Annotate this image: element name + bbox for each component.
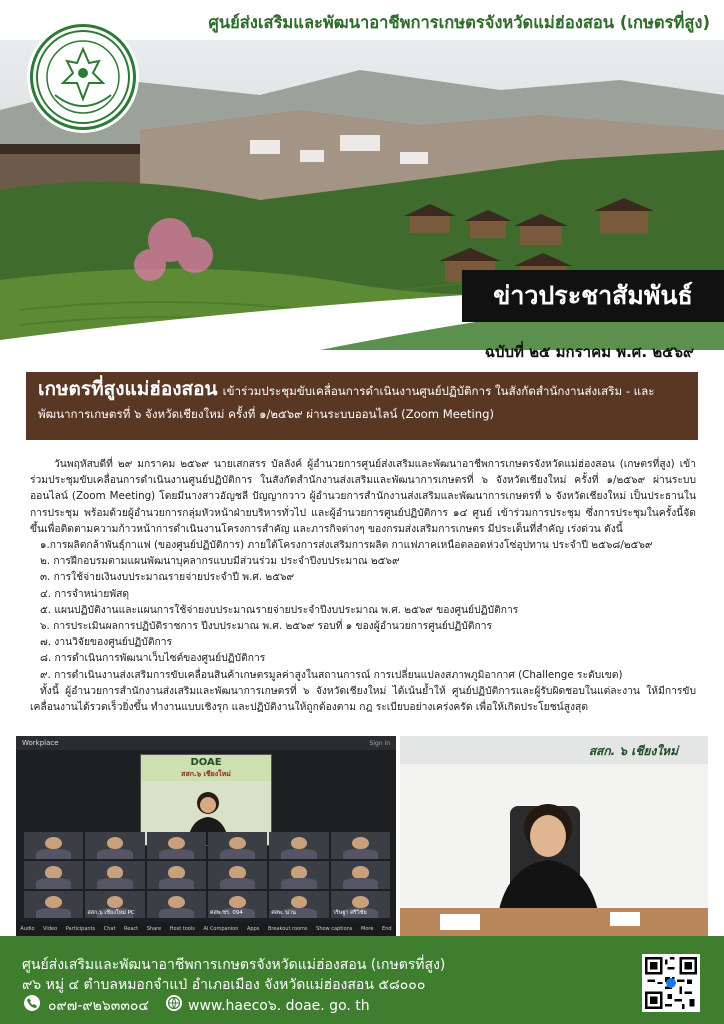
list-item: ๗. งานวิจัยของศูนย์ปฏิบัติการ <box>40 636 173 649</box>
participant-tile <box>331 861 390 888</box>
globe-icon <box>166 995 182 1011</box>
participant-tile <box>85 861 144 888</box>
zoom-breakout-button: Breakout rooms <box>267 926 308 932</box>
doae-logo <box>30 24 136 130</box>
zoom-backdrop-title: DOAE <box>190 757 222 768</box>
zoom-audio-button: Audio <box>20 926 35 932</box>
list-item: ๕. แผนปฏิบัติงานและแผนการใช้จ่ายงบประมาณรายจ่ายประจำปีงบประมาณ พ.ศ. ๒๕๖๙ ของศูนย์ปฏิบัติการ <box>40 603 519 616</box>
zoom-top-right: Sign in <box>369 739 390 747</box>
participant-tile: วริษฐา ศรีวิชัย <box>331 891 390 918</box>
article-body <box>30 456 696 715</box>
zoom-backdrop-subtitle: สสก.๖ เชียงใหม่ <box>181 770 231 778</box>
list-item: ๙. การดำเนินงานส่งเสริมการขับเคลื่อนสินค้าเกษตรมูลค่าสูงในสถานการณ์ การเปลี่ยนแปลงสภาพภูมิอากาศ (Challenge ระดับเขต) <box>40 668 623 681</box>
participant-tile <box>24 891 83 918</box>
closing-paragraph: ทั้งนี้ ผู้อำนวยการสำนักงานส่งเสริมและพัฒนาการเกษตรที่ ๖ จังหวัดเชียงใหม่ ได้เน้นย้ำให้ ศูนย์ปฏิบัติการและผู้รับผิดชอบในแต่ละงาน ให้มีการขับเคลื่อนงานได้รวดเร็วยิ่งขึ้น ทำงานแบบเชิงรุก และปฏิบัติงานให้ถูกต้องตาม กฎ ระเบียบอย่างเคร่งครัด เพื่อให้เกิดประโยชน์สูงสุด <box>30 684 696 714</box>
chair-person-figure <box>400 736 708 936</box>
headline-box <box>26 372 698 440</box>
zoom-participants-button: Participants <box>65 926 96 932</box>
headline-lead: เกษตรที่สูงแม่ฮ่องสอน <box>38 378 218 400</box>
zoom-toolbar <box>16 922 396 936</box>
participant-tile <box>208 832 267 859</box>
participant-tile <box>208 861 267 888</box>
zoom-titlebar <box>16 736 396 750</box>
zoom-app-name: Workplace <box>22 739 59 747</box>
zoom-ai-companion-button: AI Companion <box>203 926 239 932</box>
list-item: ๒. การฝึกอบรมตามแผนพัฒนาบุคลากรแบบมีส่วนร่วม ประจำปีงบประมาณ ๒๕๖๙ <box>40 555 400 568</box>
participant-tile <box>147 832 206 859</box>
participant-tile <box>269 832 328 859</box>
footer-phone: ๐๙๗-๙๒๖๓๓๐๔ <box>48 998 150 1014</box>
footer-address: ๙๖ หมู่ ๔ ตำบลหมอกจำแป่ อำเภอเมือง จังหวัดแม่ฮ่องสอน ๕๘๐๐๐ <box>22 977 426 993</box>
qr-code <box>642 954 700 1012</box>
participant-tile <box>85 832 144 859</box>
phone-icon <box>24 995 40 1011</box>
footer-website[interactable]: www.haeco๖. doae. go. th <box>188 998 370 1014</box>
zoom-captions-button: Show captions <box>316 926 353 932</box>
list-item: ๓. การใช้จ่ายเงินงบประมาณรายจ่ายประจำปี พ.ศ. ๒๕๖๙ <box>40 571 295 584</box>
issue-date: ฉบับที่ ๒๕ มกราคม พ.ศ. ๒๕๖๙ <box>484 343 694 361</box>
zoom-end-button: End <box>382 926 392 932</box>
list-item: ๔. การจำหน่ายพัสดุ <box>40 587 130 600</box>
list-item: ๑.การผลิตกล้าพันธุ์กาแฟ (ของศูนย์ปฏิบัติการ) ภายใต้โครงการส่งเสริมการผลิต กาแฟภาคเหนือตลอดห่วงโซ่อุปทาน ประจำปี ๒๕๖๘/๒๕๖๙ <box>40 539 653 552</box>
participant-tile <box>269 861 328 888</box>
press-release-label: ข่าวประชาสัมพันธ์ <box>462 270 724 322</box>
agenda-list <box>30 537 696 683</box>
intro-paragraph: วันพฤหัสบดีที่ ๒๙ มกราคม ๒๕๖๙ นายเสกสรร บัลลังค์ ผู้อำนวยการศูนย์ส่งเสริมและพัฒนาอาชีพการเกษตรจังหวัดแม่ฮ่องสอน (เกษตรที่สูง) เข้าร่วมประชุมขับเคลื่อนการดำเนินงานศูนย์ปฏิบัติการ ในสังกัดสำนักงานส่งเสริมและพัฒนาการเกษตรที่ ๖ จังหวัดเชียงใหม่ ครั้งที่ ๑/๒๕๖๙ ผ่านระบบออนไลน์ (Zoom Meeting) โดยมีนางสาวอัญชลี ปัญญากวาว ผู้อำนวยการสำนักงานส่งเสริมและพัฒนาการเกษตรที่ ๖ จังหวัดเชียงใหม่ เป็นประธานในการประชุม พร้อมด้วยผู้อำนวยการกลุ่มหัวหน้าฝ่ายบริหารทั่วไป และผู้อำนวยการศูนย์ปฏิบัติการ ๑๔ ศูนย์ เข้าร่วมการประชุม ซึ่งการประชุมในครั้งนี้จัดขึ้นเพื่อติดตามความก้าวหน้าการดำเนินงานโครงการสำคัญ และภารกิจต่างๆ ของกรมส่งเสริมการเกษตร มีประเด็นที่สำคัญ เร่งด่วน ดังนี้ <box>30 458 696 535</box>
zoom-more-button: More <box>361 926 374 932</box>
participant-tile <box>331 832 390 859</box>
participant-grid <box>24 832 390 918</box>
zoom-chat-button: Chat <box>103 926 116 932</box>
participant-tile <box>24 832 83 859</box>
participant-tile <box>147 861 206 888</box>
participant-tile: ศสพ. น่าน <box>269 891 328 918</box>
zoom-apps-button: Apps <box>247 926 260 932</box>
zoom-react-button: React <box>124 926 139 932</box>
zoom-video-button: Video <box>43 926 58 932</box>
qr-code-icon <box>645 957 697 1009</box>
participant-tile: ศสพ.ชร. 094 <box>208 891 267 918</box>
zoom-meeting-photo <box>16 736 396 936</box>
participant-tile <box>24 861 83 888</box>
zoom-host-tools-button: Host tools <box>169 926 195 932</box>
room-backdrop-title: สสก. ๖ เชียงใหม่ <box>588 744 678 758</box>
footer <box>0 936 724 1024</box>
chair-photo <box>400 736 708 936</box>
page-title: ศูนย์ส่งเสริมและพัฒนาอาชีพการเกษตรจังหวัดแม่ฮ่องสอน (เกษตรที่สูง) <box>208 13 710 32</box>
list-item: ๘. การดำเนินการพัฒนาเว็บไซต์ของศูนย์ปฏิบัติการ <box>40 652 266 665</box>
footer-org-name: ศูนย์ส่งเสริมและพัฒนาอาชีพการเกษตรจังหวัดแม่ฮ่องสอน (เกษตรที่สูง) <box>22 957 446 973</box>
list-item: ๖. การประเมินผลการปฏิบัติราชการ ปีงบประมาณ พ.ศ. ๒๕๖๙ รอบที่ ๑ ของผู้อำนวยการศูนย์ปฏิบัติการ <box>40 620 493 633</box>
doae-emblem-icon <box>33 27 133 127</box>
zoom-share-button: Share <box>146 926 162 932</box>
participant-tile: สสก.๖ เชียงใหม่ PC <box>85 891 144 918</box>
headline-rest: เข้าร่วมประชุมขับเคลื่อนการดำเนินงานศูนย์ปฏิบัติการ ในสังกัดสำนักงานส่งเสริม - และพัฒนาการเกษตรที่ ๖ จังหวัดเชียงใหม่ ครั้งที่ ๑/๒๕๖๙ ผ่านระบบออนไลน์ (Zoom Meeting) <box>38 384 655 421</box>
participant-tile <box>147 891 206 918</box>
